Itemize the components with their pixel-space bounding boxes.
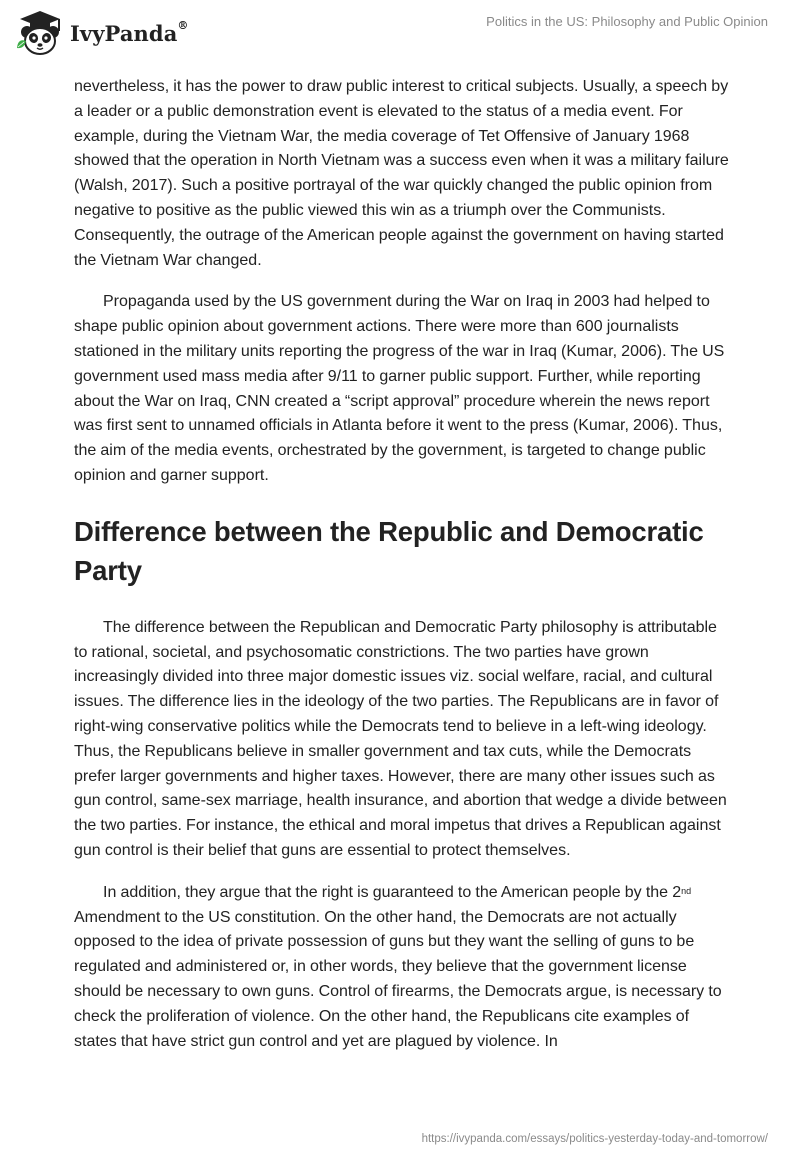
brand-text: IvyPanda <box>70 20 178 46</box>
section-heading: Difference between the Republic and Democratic Party <box>74 515 704 586</box>
document-title: Politics in the US: Philosophy and Public Opinion <box>486 14 768 29</box>
paragraph-4 <box>74 881 734 1055</box>
paragraph-1: nevertheless, it has the power to draw public interest to critical subjects. Usually, a speech by a leader or a public demonstration event is elevated to the status of a media event. For example, during the Vietnam War, the media coverage of Tet Offensive of January 1968 showed that the operation in North Vietnam was a success even when it was a military failure (Walsh, 2017). Such a positive portrayal of the war quickly changed the public opinion from negative to positive as the public viewed this win as a triumph over the Communists. Consequently, the outrage of the American people against the government on having started the Vietnam War changed. <box>74 78 729 269</box>
registered-mark: ® <box>177 18 189 32</box>
paragraph-3: The difference between the Republican and Democratic Party philosophy is attributable to rational, societal, and psychosomatic constrictions. The two parties have grown increasingly divided into three major domestic issues viz. social welfare, racial, and cultural issues. The difference lies in the ideology of the two parties. The Republicans are in favor of right-wing conservative politics while the Democrats tend to believe in a left-wing ideology. Thus, the Republicans believe in smaller government and tax cuts, while the Democrats prefer larger governments and higher taxes. However, there are many other issues such as gun control, same-sex marriage, health insurance, and abortion that wedge a divide between the two parties. For instance, the ethical and moral impetus that drives a Republican against gun control is their belief that guns are essential to protect themselves. <box>74 618 727 859</box>
paragraph-4-end: Amendment to the US constitution. On the other hand, the Democrats are not actually opposed to the idea of private possession of guns but they want the selling of guns to be regulated and administered or, in other words, they believe that the government license should be necessary to own guns. Control of firearms, the Democrats argue, is necessary to check the proliferation of violence. On the other hand, the Republicans cite examples of states that have strict gun control and yet are plagued by violence. In <box>74 908 722 1050</box>
paragraph-4-start: In addition, they argue that the right is guaranteed to the American people by the 2 <box>103 883 682 901</box>
brand-name <box>70 18 189 46</box>
essay-content <box>74 75 734 1054</box>
page-header <box>0 0 800 70</box>
source-url-link[interactable]: https://ivypanda.com/essays/politics-yesterday-today-and-tomorrow/ <box>421 1133 768 1145</box>
paragraph-2: Propaganda used by the US government during the War on Iraq in 2003 had helped to shape public opinion about government actions. There were more than 600 journalists stationed in the military units reporting the progress of the war in Iraq (Kumar, 2006). The US government used mass media after 9/11 to garner public support. Further, while reporting about the War on Iraq, CNN created a “script approval” procedure wherein the news report was first sent to unnamed officials in Atlanta before it went to the press (Kumar, 2006). Thus, the aim of the media events, orchestrated by the government, is targeted to change public opinion and garner support. <box>74 293 725 484</box>
panda-graduate-icon <box>14 8 66 56</box>
ivypanda-logo[interactable] <box>14 8 189 56</box>
ordinal-suffix: nd <box>681 885 692 896</box>
